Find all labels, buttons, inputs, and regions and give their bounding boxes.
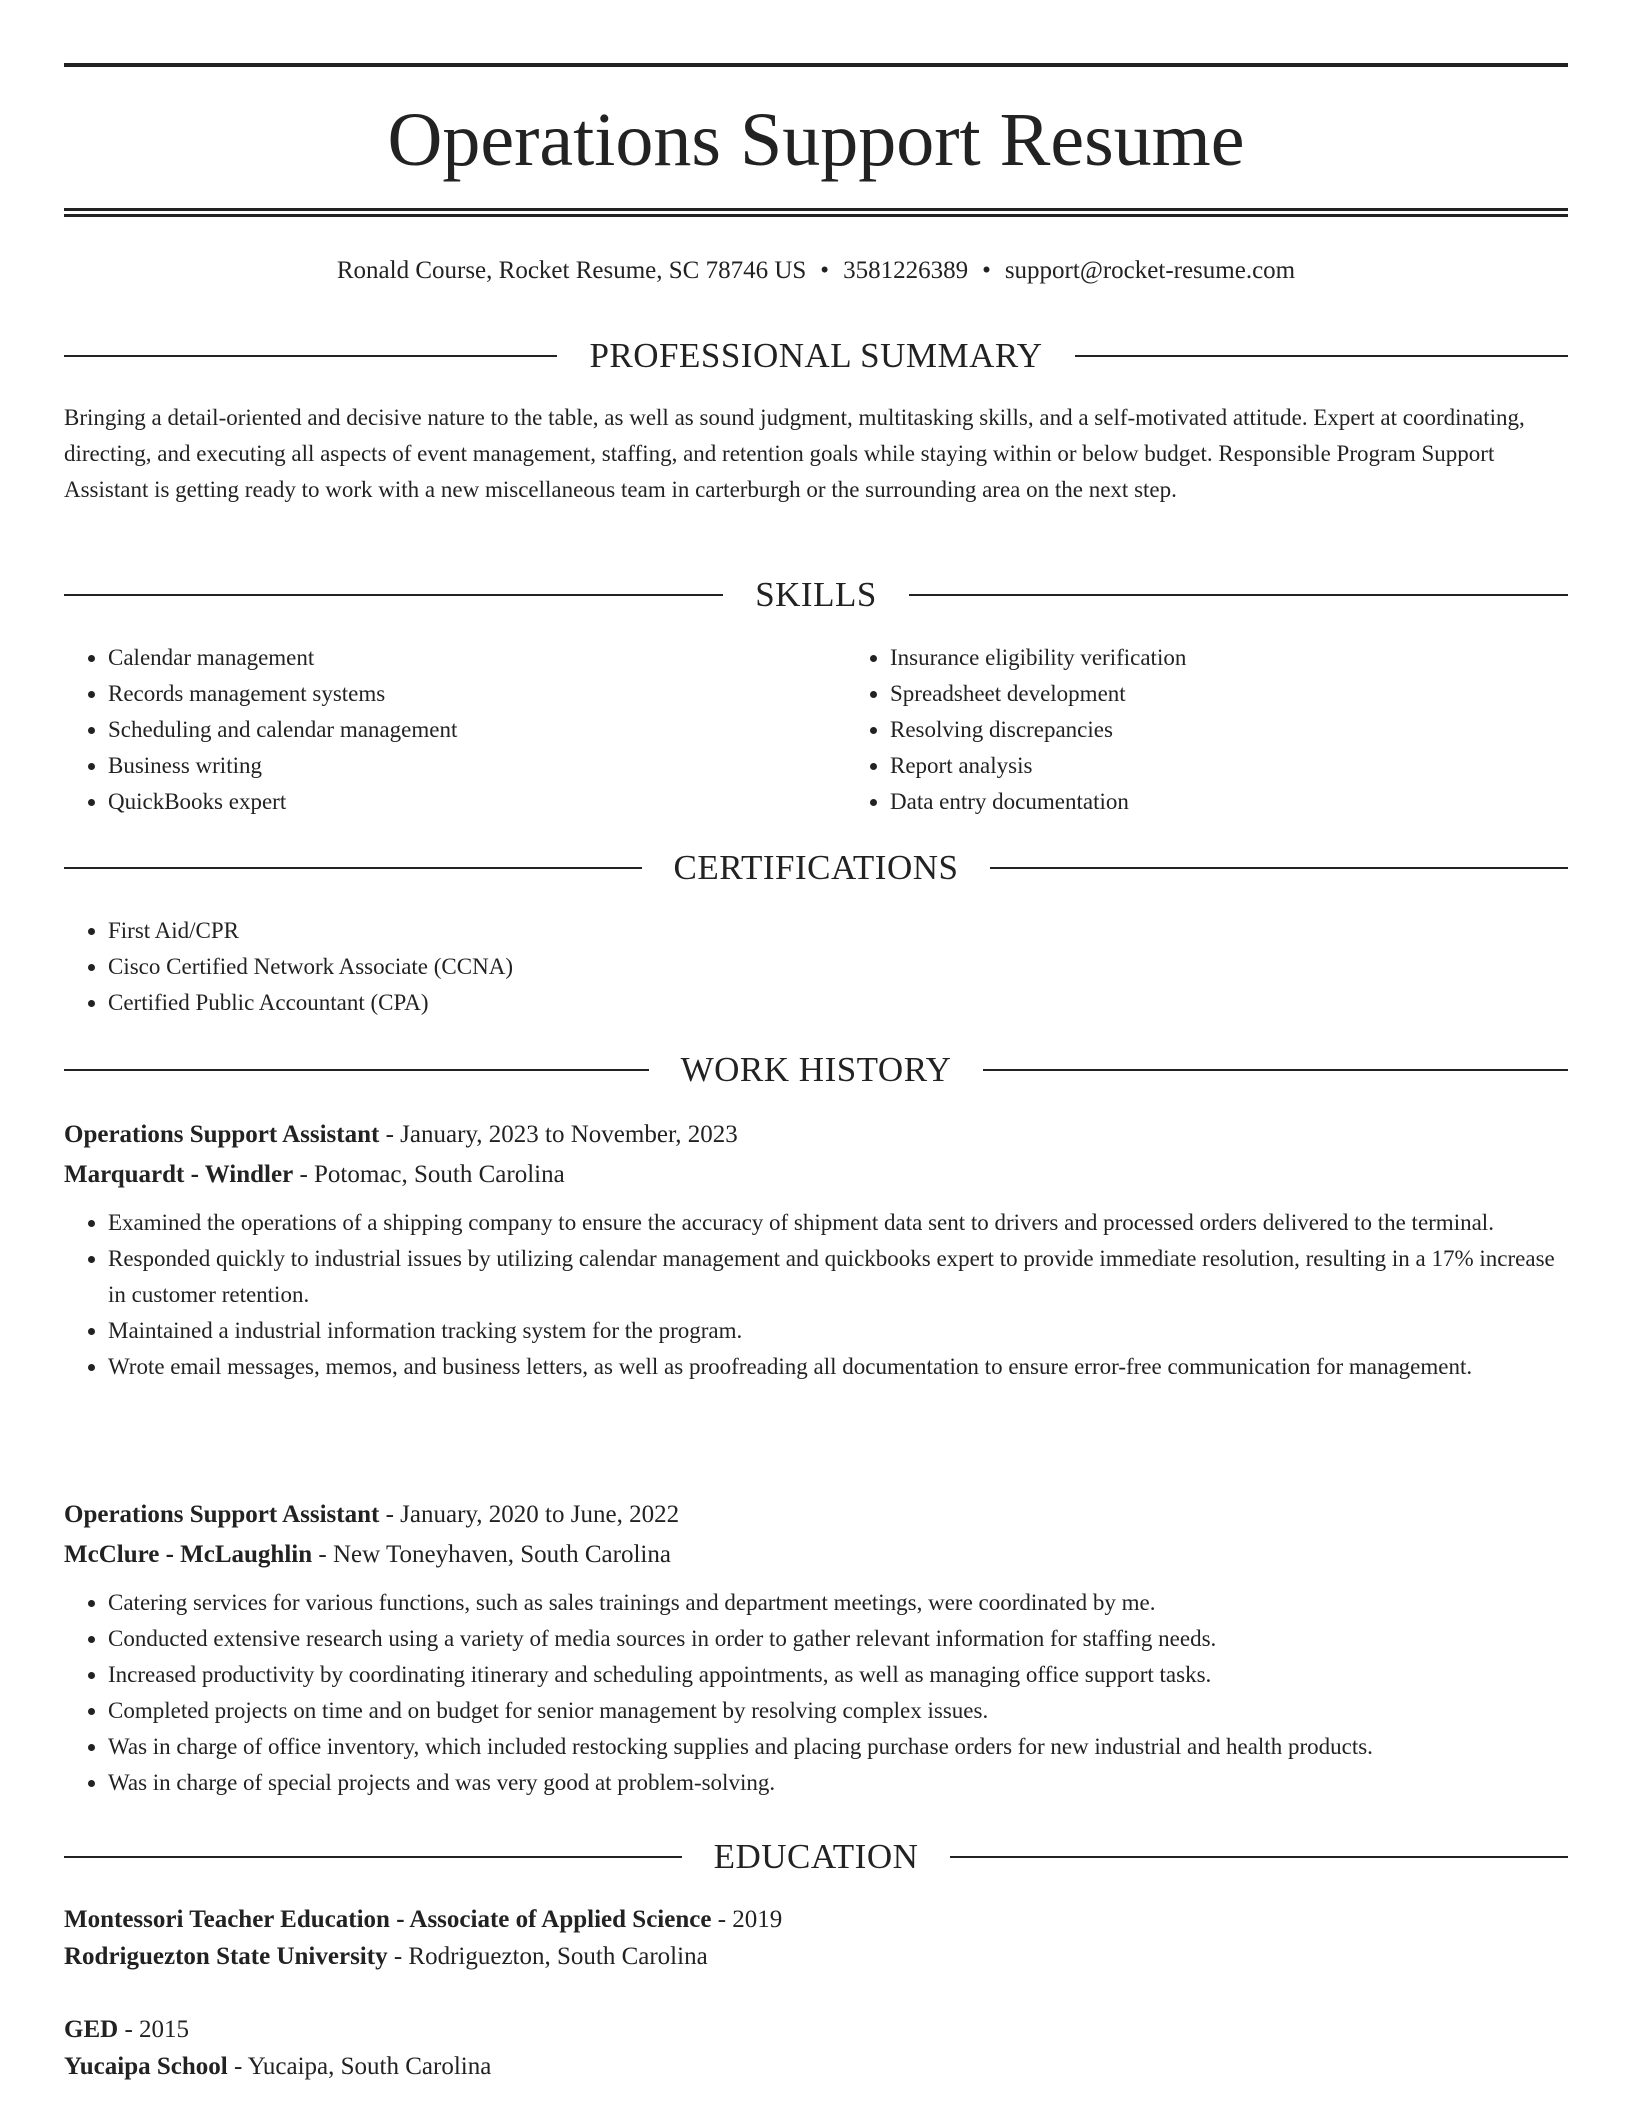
skill-item: • Insurance eligibility verification: [890, 640, 1568, 676]
skills-column-left: [64, 640, 850, 820]
section-rule: [64, 867, 642, 869]
section-rule: [990, 867, 1568, 869]
contact-separator: •: [982, 257, 991, 284]
job-bullet: • Increased productivity by coordinating itinerary and scheduling appointments, as well as managing office support tasks.: [108, 1657, 1568, 1693]
certifications-list: [64, 913, 1568, 1021]
summary-text: Bringing a detail-oriented and decisive nature to the table, as well as sound judgment, multitasking skills, and a self-motivated attitude. Expert at coordinating, directing, and executing all aspects of event management, staffing, and retention goals while staying within or below budget. Responsible Program Support Assistant is getting ready to work with a new miscellaneous team in carterburgh or the surrounding area on the next step.: [64, 405, 1525, 502]
header-double-rule: [64, 208, 1568, 217]
certification-item: • Certified Public Accountant (CPA): [108, 985, 1568, 1021]
section-title-education: EDUCATION: [713, 1837, 919, 1876]
section-header-work: [64, 1048, 1568, 1092]
contact-email: support@rocket-resume.com: [1004, 257, 1296, 284]
job-entry: [64, 1495, 1568, 1801]
section-title-certifications: CERTIFICATIONS: [673, 848, 959, 887]
job-company: Marquardt - Windler: [64, 1161, 294, 1188]
education-school: Rodriguezton State University: [64, 1943, 388, 1970]
education-location: - Yucaipa, South Carolina: [227, 2053, 492, 2080]
contact-line: [64, 254, 1568, 288]
section-rule: [950, 1856, 1568, 1858]
education-degree-line: [64, 1901, 1568, 1938]
summary-block: [64, 400, 1568, 508]
section-rule: [983, 1069, 1568, 1071]
education-degree-line: [64, 2011, 1568, 2048]
skill-item: • QuickBooks expert: [108, 784, 850, 820]
section-header-certifications: [64, 846, 1568, 890]
job-company-line: [64, 1535, 1568, 1575]
contact-separator: •: [820, 257, 830, 284]
job-dates: - January, 2023 to November, 2023: [379, 1121, 738, 1148]
contact-address: Ronald Course, Rocket Resume, SC 78746 US: [336, 257, 807, 284]
skill-item: • Scheduling and calendar management: [108, 712, 850, 748]
education-school-line: [64, 1938, 1568, 1975]
job-bullet: • Maintained a industrial information tracking system for the program.: [108, 1313, 1568, 1349]
header-top-rule: [64, 63, 1568, 67]
skills-column-right: [850, 640, 1568, 820]
education-entry: [64, 2011, 1568, 2085]
certification-item: • First Aid/CPR: [108, 913, 1568, 949]
job-title: Operations Support Assistant: [64, 1121, 380, 1148]
section-header-summary: [64, 334, 1568, 378]
education-degree: GED: [64, 2016, 119, 2043]
education-degree: Montessori Teacher Education - Associate of Applied Science: [64, 1906, 712, 1933]
education-year: - 2015: [118, 2016, 190, 2043]
section-title-skills: SKILLS: [755, 575, 877, 614]
job-bullet: • Was in charge of special projects and was very good at problem-solving.: [108, 1765, 1568, 1801]
job-bullet: • Catering services for various functions, such as sales trainings and department meetings, were coordinated by me.: [108, 1585, 1568, 1621]
job-company-line: [64, 1155, 1568, 1195]
skills-list: [64, 640, 1568, 820]
job-bullet: • Completed projects on time and on budget for senior management by resolving complex issues.: [108, 1693, 1568, 1729]
education-school: Yucaipa School: [64, 2053, 228, 2080]
section-rule: [64, 355, 557, 357]
section-rule: [64, 594, 723, 596]
job-company: McClure - McLaughlin: [64, 1541, 313, 1568]
section-header-education: [64, 1835, 1568, 1879]
education-entry: [64, 1901, 1568, 1975]
skill-item: • Resolving discrepancies: [890, 712, 1568, 748]
section-title-summary: PROFESSIONAL SUMMARY: [589, 336, 1043, 375]
section-header-skills: [64, 573, 1568, 617]
job-bullet: • Was in charge of office inventory, which included restocking supplies and placing purchase orders for new industrial and health products.: [108, 1729, 1568, 1765]
job-bullet: • Examined the operations of a shipping company to ensure the accuracy of shipment data sent to drivers and processed orders delivered to the terminal.: [108, 1205, 1568, 1241]
skill-item: • Report analysis: [890, 748, 1568, 784]
job-dates: - January, 2020 to June, 2022: [379, 1501, 680, 1528]
certification-item: • Cisco Certified Network Associate (CCNA): [108, 949, 1568, 985]
education-location: - Rodriguezton, South Carolina: [387, 1943, 708, 1970]
job-bullets: [64, 1205, 1568, 1385]
education-year: - 2019: [711, 1906, 783, 1933]
skill-item: • Spreadsheet development: [890, 676, 1568, 712]
skill-item: • Records management systems: [108, 676, 850, 712]
job-bullet: • Wrote email messages, memos, and business letters, as well as proofreading all documentation to ensure error-free communication for management.: [108, 1349, 1568, 1385]
skill-item: • Business writing: [108, 748, 850, 784]
section-rule: [1075, 355, 1568, 357]
job-entry: [64, 1115, 1568, 1385]
education-school-line: [64, 2048, 1568, 2085]
contact-phone: 3581226389: [843, 257, 969, 284]
resume-title: Operations Support Resume: [387, 98, 1245, 182]
job-bullet: • Responded quickly to industrial issues by utilizing calendar management and quickbooks expert to provide immediate resolution, resulting in a 17% increase in customer retention.: [108, 1241, 1568, 1313]
section-rule: [64, 1069, 649, 1071]
job-bullets: [64, 1585, 1568, 1801]
section-rule: [909, 594, 1568, 596]
job-location: - New Toneyhaven, South Carolina: [312, 1541, 671, 1568]
job-title-line: [64, 1115, 1568, 1155]
job-bullet: • Conducted extensive research using a variety of media sources in order to gather relevant information for staffing needs.: [108, 1621, 1568, 1657]
job-location: - Potomac, South Carolina: [293, 1161, 565, 1188]
section-title-work: WORK HISTORY: [680, 1050, 952, 1089]
job-title: Operations Support Assistant: [64, 1501, 380, 1528]
skill-item: • Data entry documentation: [890, 784, 1568, 820]
section-rule: [64, 1856, 682, 1858]
skill-item: • Calendar management: [108, 640, 850, 676]
job-title-line: [64, 1495, 1568, 1535]
